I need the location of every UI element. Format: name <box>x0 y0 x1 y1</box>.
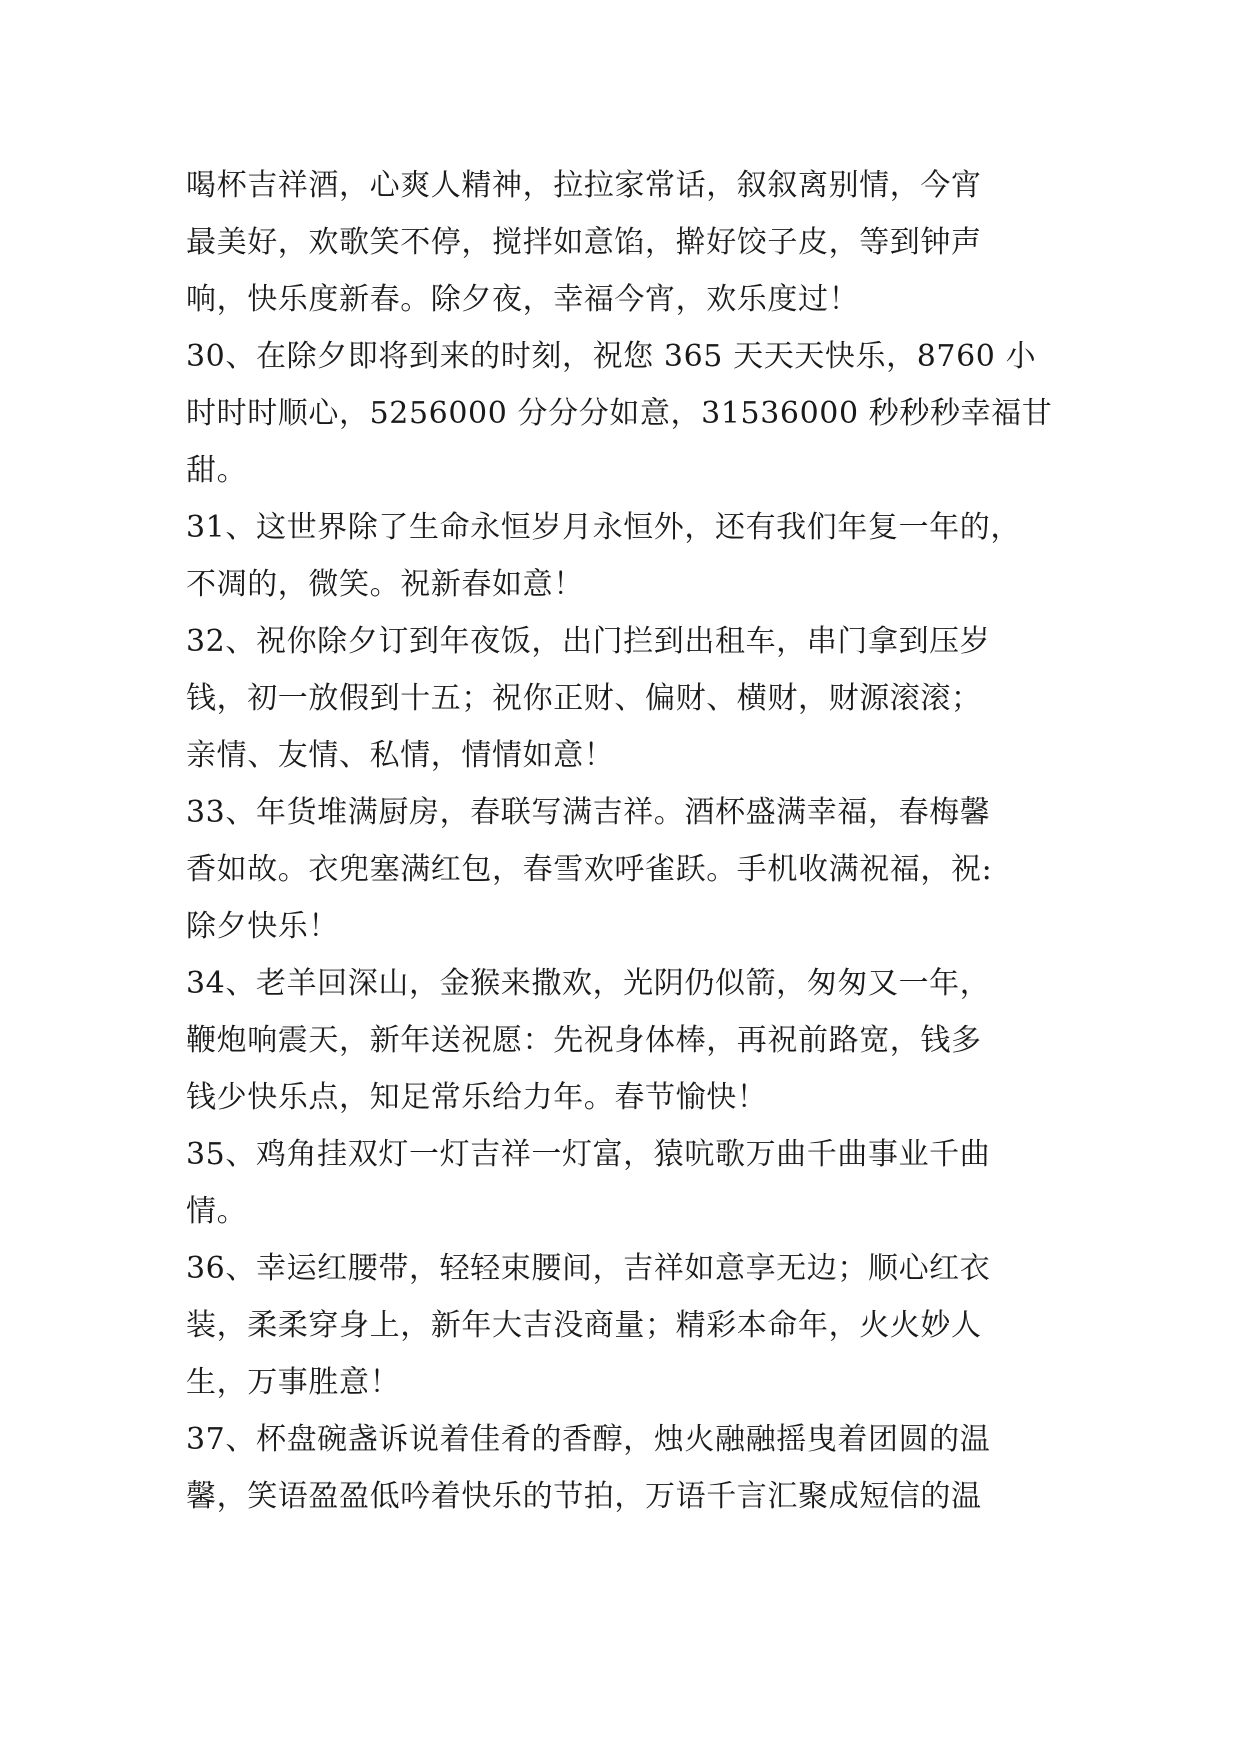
text-line: 钱少快乐点，知足常乐给力年。春节愉快！ <box>186 1080 768 1115</box>
text-line: 除夕快乐！ <box>186 909 339 944</box>
text-line: 香如故。衣兜塞满红包，春雪欢呼雀跃。手机收满祝福，祝: <box>186 852 993 887</box>
text-line: 响，快乐度新春。除夕夜，幸福今宵，欢乐度过！ <box>186 282 860 317</box>
text-line: 亲情、友情、私情，情情如意！ <box>186 738 615 773</box>
text-line: 喝杯吉祥酒，心爽人精神，拉拉家常话，叙叙离别情，今宵 <box>186 168 982 203</box>
text-line: 36、幸运红腰带，轻轻束腰间，吉祥如意享无边；顺心红衣 <box>186 1251 991 1286</box>
text-line: 32、祝你除夕订到年夜饭，出门拦到出租车，串门拿到压岁 <box>186 624 991 659</box>
text-line: 30、在除夕即将到来的时刻，祝您 365 天天天快乐，8760 小 <box>186 339 1037 374</box>
text-line: 钱，初一放假到十五；祝你正财、偏财、横财，财源滚滚； <box>186 681 982 716</box>
text-line: 不凋的，微笑。祝新春如意！ <box>186 567 584 602</box>
text-line: 34、老羊回深山，金猴来撒欢，光阴仍似箭，匆匆又一年， <box>186 966 991 1001</box>
text-line: 鞭炮响震天，新年送祝愿：先祝身体棒，再祝前路宽，钱多 <box>186 1023 982 1058</box>
text-line: 生，万事胜意！ <box>186 1365 401 1400</box>
text-line: 35、鸡角挂双灯一灯吉祥一灯富，猿吭歌万曲千曲事业千曲 <box>186 1137 991 1172</box>
text-line: 情。 <box>186 1194 248 1229</box>
text-line: 馨，笑语盈盈低吟着快乐的节拍，万语千言汇聚成短信的温 <box>186 1479 982 1514</box>
text-line: 时时时顺心，5256000 分分分如意，31536000 秒秒秒幸福甘 <box>186 396 1053 431</box>
text-line: 甜。 <box>186 453 248 488</box>
text-line: 31、这世界除了生命永恒岁月永恒外，还有我们年复一年的， <box>186 510 1021 545</box>
text-line: 33、年货堆满厨房，春联写满吉祥。酒杯盛满幸福，春梅馨 <box>186 795 991 830</box>
text-line: 最美好，欢歌笑不停，搅拌如意馅，擀好饺子皮，等到钟声 <box>186 225 982 260</box>
text-line: 装，柔柔穿身上，新年大吉没商量；精彩本命年，火火妙人 <box>186 1308 982 1343</box>
text-line: 37、杯盘碗盏诉说着佳肴的香醇，烛火融融摇曳着团圆的温 <box>186 1422 991 1457</box>
